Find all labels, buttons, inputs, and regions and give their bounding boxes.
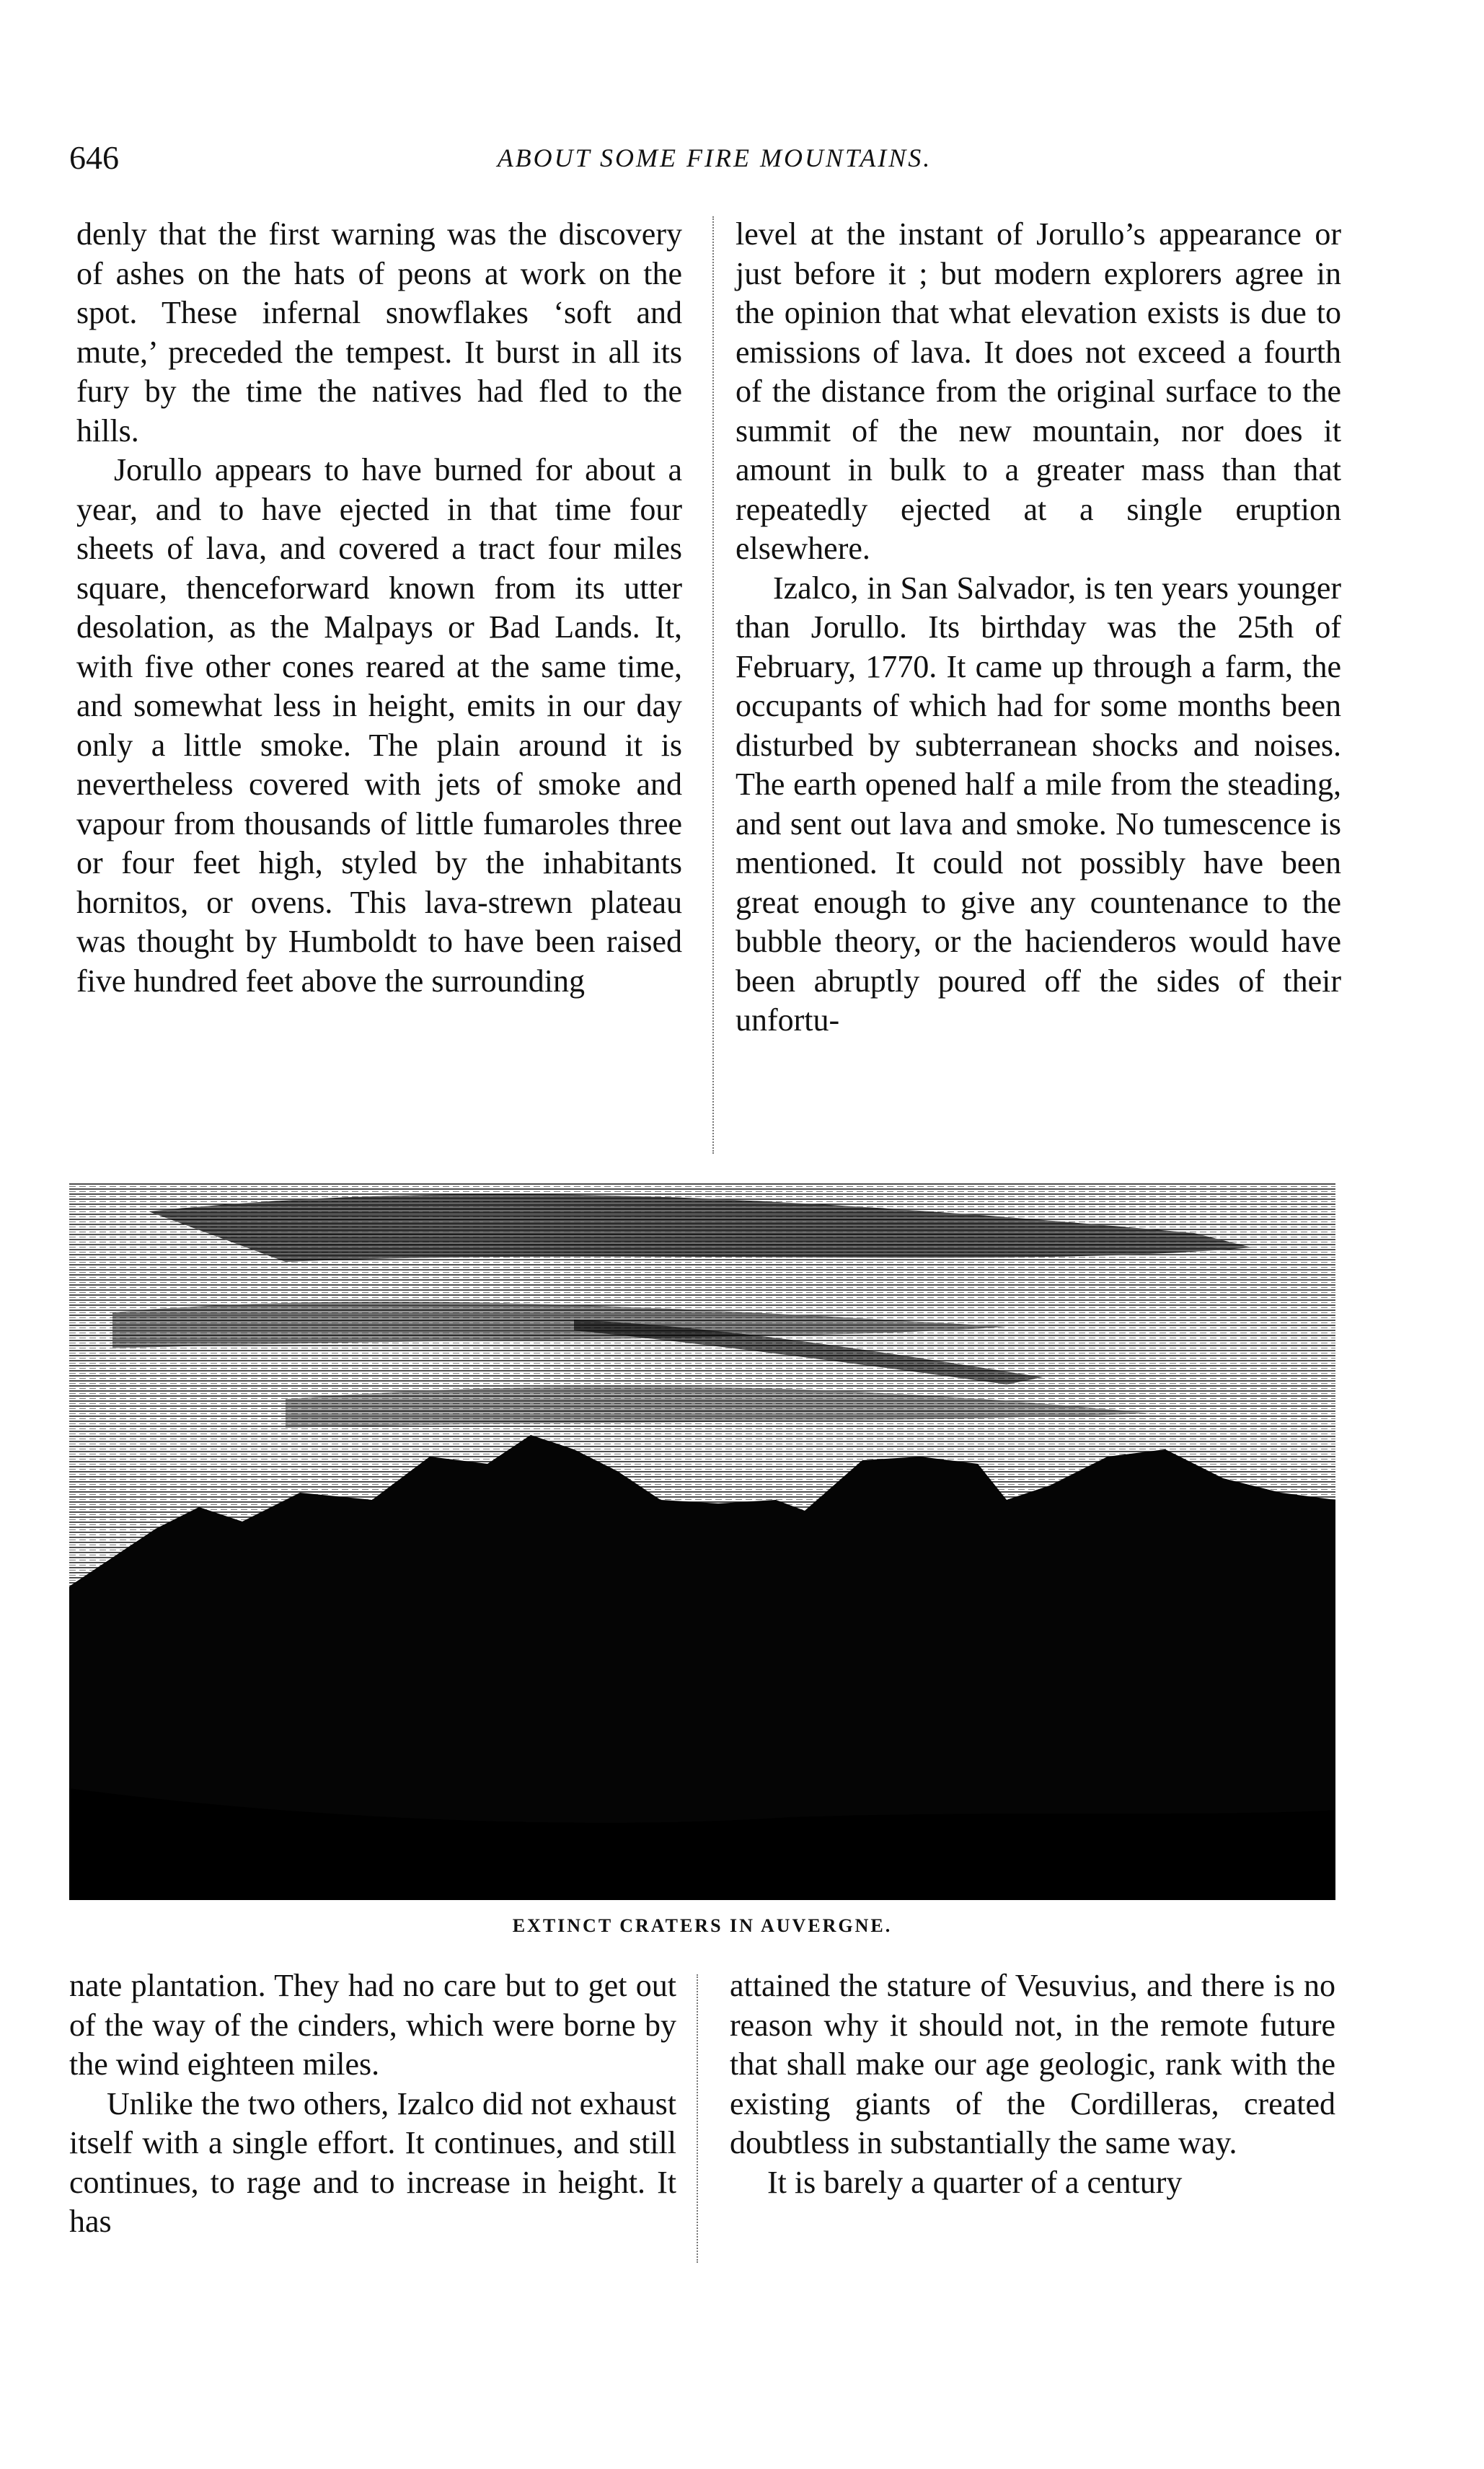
paragraph: attained the stature of Vesuvius, and there is no reason why it should not, in the remote future that shall make our age geologic, rank with the existing giants of the Cordilleras, created doubtless in substantially the same way. <box>730 1968 1335 2160</box>
paragraph: level at the instant of Jorullo’s appearance or just before it ; but modern explorers agree in the opinion that what elevation exists is due to emissions of lava. It does not exceed a fourth of the distance from the original surface to the summit of the new mountain, nor does it amount in bulk to a greater mass than that repeatedly ejected at a single eruption elsewhere. <box>736 216 1341 566</box>
engraving-image <box>69 1183 1335 1900</box>
running-title: ABOUT SOME FIRE MOUNTAINS. <box>497 143 932 172</box>
column-rule <box>712 216 714 1154</box>
page-header <box>69 138 1360 182</box>
paragraph: Izalco, in San Salvador, is ten years younger than Jorullo. Its birthday was the 25th of February, 1770. It came up through a farm, the occupants of which had for some months been disturbed by subterranean shocks and noises. The earth opened half a mile from the steading, and sent out lava and smoke. No tumescence is mentioned. It could not possibly have been great enough to give any countenance to the bubble theory, or the hacienderos would have been abruptly poured off the sides of their unfortu- <box>736 570 1341 1038</box>
illustration-caption: EXTINCT CRATERS IN AUVERGNE. <box>512 1915 893 1936</box>
bottom-left-column <box>69 1966 676 2242</box>
top-right-column <box>736 215 1341 1041</box>
bottom-right-column <box>730 1966 1335 2202</box>
craters-illustration <box>69 1183 1335 1900</box>
paragraph: denly that the first warning was the discovery of ashes on the hats of peons at work on the spot. These infernal snowflakes ‘soft and mute,’ preceded the tempest. It burst in all its fury by the time the natives had fled to the hills. <box>76 216 682 449</box>
paragraph: It is barely a quarter of a century <box>767 2164 1183 2200</box>
paragraph: nate plantation. They had no care but to get out of the way of the cinders, which were borne by the wind eighteen miles. <box>69 1968 676 2082</box>
column-rule <box>697 1974 698 2263</box>
top-left-column <box>76 215 682 1001</box>
paragraph: Jorullo appears to have burned for about a year, and to have ejected in that time four sheets of lava, and covered a tract four miles square, thenceforward known from its utter desolation, as the Malpays or Bad Lands. It, with five other cones reared at the same time, and somewhat less in height, emits in our day only a little smoke. The plain around it is nevertheless covered with jets of smoke and vapour from thousands of little fumaroles three or four feet high, styled by the inhabitants hornitos, or ovens. This lava-strewn plateau was thought by Humboldt to have been raised five hundred feet above the surrounding <box>76 452 682 999</box>
page-number: 646 <box>69 139 119 176</box>
paragraph: Unlike the two others, Izalco did not exhaust itself with a single effort. It continues, and still continues, to rage and to increase in height. It has <box>69 2085 676 2239</box>
